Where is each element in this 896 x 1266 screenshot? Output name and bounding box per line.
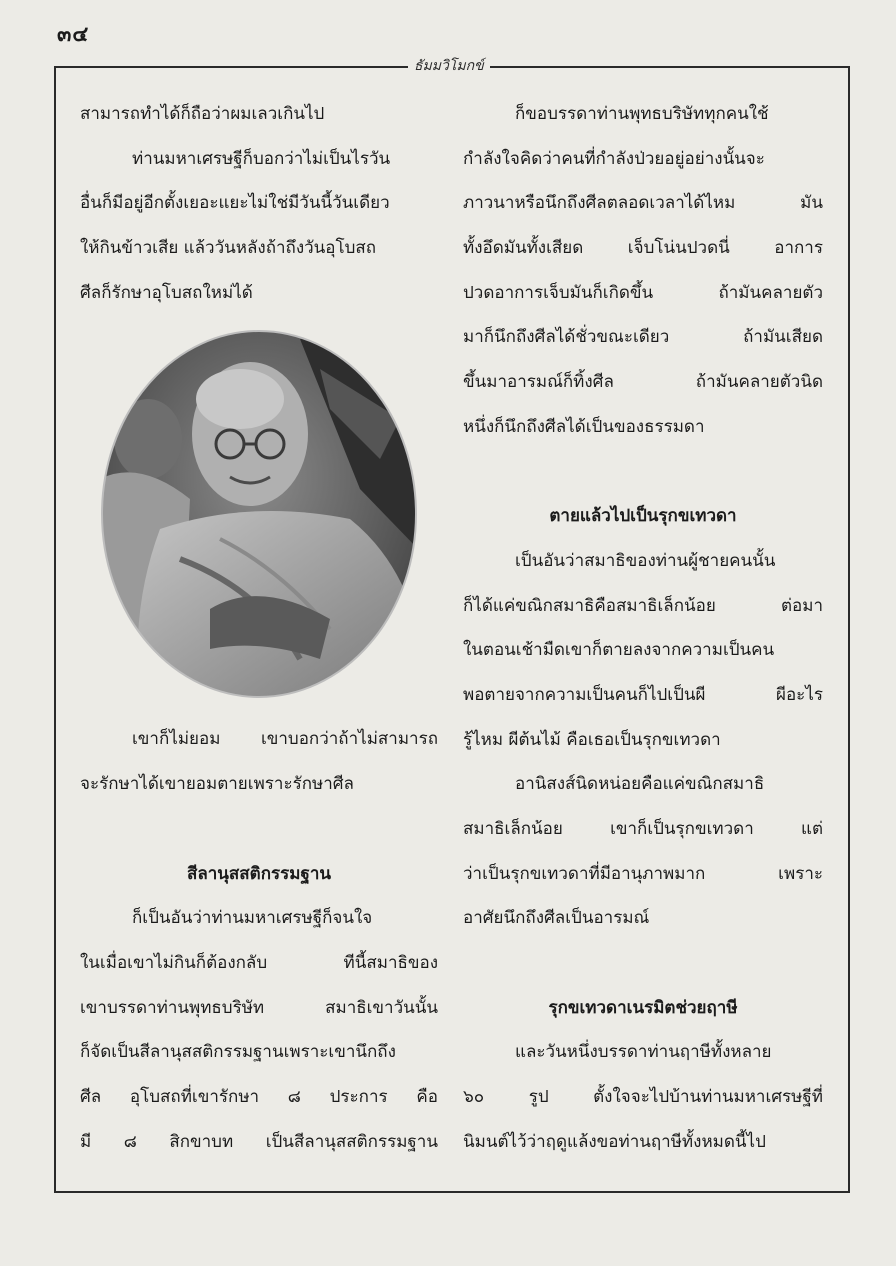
right-column — [463, 92, 823, 1165]
section-heading: รุกขเทวดาเนรมิตช่วยฤาษี — [548, 997, 738, 1018]
paragraph-line: อาศัยนึกถึงศีลเป็นอารมณ์ — [463, 908, 650, 929]
paragraph-line: มาก็นึกถึงศีลได้ชั่วขณะเดียว ถ้ามันเสียด — [463, 327, 823, 348]
paragraph-line: ท่านมหาเศรษฐีก็บอกว่าไม่เป็นไรวัน — [132, 148, 391, 169]
paragraph-line: และวันหนึ่งบรรดาท่านฤาษีทั้งหลาย — [515, 1042, 772, 1063]
running-header: ธัมมวิโมกข์ — [408, 56, 490, 76]
paragraph-line: ศีล อุโบสถที่เขารักษา ๘ ประการ คือ — [80, 1086, 438, 1107]
paragraph-line: เป็นอันว่าสมาธิของท่านผู้ชายคนนั้น — [515, 550, 776, 571]
paragraph-line: ขึ้นมาอารมณ์ก็ทิ้งศีล ถ้ามันคลายตัวนิด — [463, 372, 823, 393]
section-heading: ตายแล้วไปเป็นรุกขเทวดา — [549, 506, 737, 527]
paragraph-line: ว่าเป็นรุกขเทวดาที่มีอานุภาพมาก เพราะ — [463, 863, 823, 884]
paragraph-line: ศีลก็รักษาอุโบสถใหม่ได้ — [80, 282, 253, 303]
paragraph-line: ก็ได้แค่ขณิกสมาธิคือสมาธิเล็กน้อย ต่อมา — [463, 595, 823, 616]
paragraph-line: หนึ่งก็นึกถึงศีลได้เป็นของธรรมดา — [463, 416, 705, 437]
paragraph-line: ในเมื่อเขาไม่กินก็ต้องกลับ ทีนี้สมาธิของ — [80, 952, 438, 973]
paragraph-line: ก็จัดเป็นสีลานุสสติกรรมฐานเพราะเขานึกถึง — [80, 1042, 396, 1063]
paragraph-line: ปวดอาการเจ็บมันก็เกิดขึ้น ถ้ามันคลายตัว — [463, 282, 823, 303]
monk-portrait-photo — [100, 329, 418, 699]
paragraph-line: พอตายจากความเป็นคนก็ไปเป็นผี ผีอะไร — [463, 684, 823, 705]
left-column — [80, 92, 438, 1164]
paragraph-line: จะรักษาได้เขายอมตายเพราะรักษาศีล — [80, 774, 354, 795]
paragraph-line: อื่นก็มีอยู่อีกตั้งเยอะแยะไม่ใช่มีวันนี้วันเดียว — [80, 193, 390, 214]
paragraph-line: นิมนต์ไว้ว่าฤดูแล้งขอท่านฤาษีทั้งหมดนี้ไป — [463, 1131, 766, 1152]
section-heading: สีลานุสสติกรรมฐาน — [186, 863, 332, 884]
paragraph-line: ทั้งอึดมันทั้งเสียด เจ็บโน่นปวดนี่ อาการ — [463, 238, 823, 259]
paragraph-line: เขาบรรดาท่านพุทธบริษัท สมาธิเขาวันนั้น — [80, 997, 438, 1018]
photo-block — [80, 315, 438, 717]
paragraph-line: สมาธิเล็กน้อย เขาก็เป็นรุกขเทวดา แต่ — [463, 819, 823, 839]
page-number: ๓๔ — [57, 22, 90, 46]
paragraph-line: รู้ไหม ผีต้นไม้ คือเธอเป็นรุกขเทวดา — [463, 729, 721, 750]
paragraph-line: อานิสงส์นิดหน่อยคือแค่ขณิกสมาธิ — [515, 774, 765, 795]
paragraph-line: มี ๘ สิกขาบท เป็นสีลานุสสติกรรมฐาน — [80, 1131, 438, 1152]
paragraph-line: ๖๐ รูป ตั้งใจจะไปบ้านท่านมหาเศรษฐีที่ — [463, 1087, 823, 1108]
paragraph-line: กำลังใจคิดว่าคนที่กำลังป่วยอยู่อย่างนั้นจะ — [463, 148, 765, 169]
paragraph-line: เขาก็ไม่ยอม เขาบอกว่าถ้าไม่สามารถ — [132, 729, 438, 750]
paragraph-line: ให้กินข้าวเสีย แล้ววันหลังถ้าถึงวันอุโบสถ — [80, 238, 377, 259]
paragraph-line: ในตอนเช้ามืดเขาก็ตายลงจากความเป็นคน — [463, 640, 775, 661]
paragraph-line: สามารถทำได้ก็ถือว่าผมเลวเกินไป — [80, 104, 325, 124]
paragraph-line: ภาวนาหรือนึกถึงศีลตลอดเวลาได้ไหม มัน — [463, 193, 823, 214]
paragraph-line: ก็ขอบรรดาท่านพุทธบริษัททุกคนใช้ — [515, 104, 769, 124]
paragraph-line: ก็เป็นอันว่าท่านมหาเศรษฐีก็จนใจ — [132, 908, 373, 929]
